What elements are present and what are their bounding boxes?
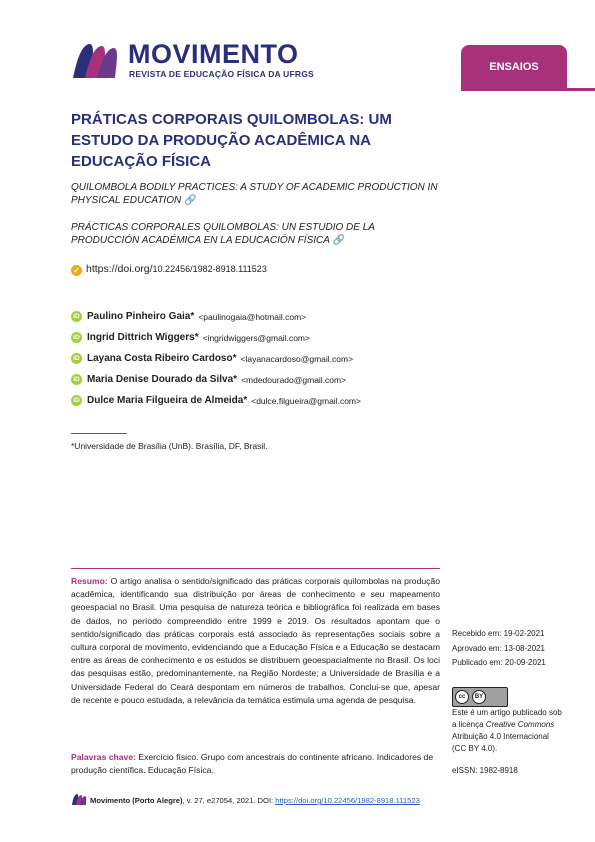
by-icon: BY xyxy=(472,690,486,704)
received-date: Recebido em: 19-02-2021 xyxy=(452,629,545,638)
doi-line[interactable] xyxy=(71,263,267,276)
orcid-icon[interactable]: iD xyxy=(71,311,82,322)
author-email[interactable]: <layanacardoso@gmail.com> xyxy=(240,353,354,364)
eissn: eISSN: 1982-8918 xyxy=(452,766,518,775)
author-name: Paulino Pinheiro Gaia* xyxy=(87,311,195,322)
movimento-logo-mark xyxy=(71,40,123,80)
abstract-label: Resumo: xyxy=(71,576,108,586)
cc-by-badge[interactable] xyxy=(452,687,508,707)
keywords-label: Palavras chave: xyxy=(71,752,136,762)
license-post: Atribuição 4.0 Internacional (CC BY 4.0). xyxy=(452,732,549,753)
publication-dates xyxy=(452,627,546,671)
article-title-es xyxy=(71,221,441,247)
author-email[interactable]: <dulce.filgueira@gmail.com> xyxy=(251,395,361,406)
footer-journal: Movimento (Porto Alegre) xyxy=(90,796,183,805)
author-item xyxy=(71,348,471,369)
author-name: Layana Costa Ribeiro Cardoso* xyxy=(87,353,237,364)
license-pre: Este é um artigo publicado sob a licença xyxy=(452,708,562,729)
author-name: Ingrid Dittrich Wiggers* xyxy=(87,332,199,343)
author-item xyxy=(71,390,471,411)
abstract-rule xyxy=(71,568,440,569)
orcid-icon[interactable]: iD xyxy=(71,395,82,406)
footer-citation xyxy=(90,796,420,805)
license-text xyxy=(452,707,562,755)
link-icon[interactable]: 🔗 xyxy=(184,195,197,206)
author-email[interactable]: <ingridwiggers@gmail.com> xyxy=(202,332,310,343)
section-divider xyxy=(461,88,595,91)
orcid-icon[interactable]: iD xyxy=(71,353,82,364)
author-name: Maria Denise Dourado da Silva* xyxy=(87,374,238,385)
article-title-pt: PRÁTICAS CORPORAIS QUILOMBOLAS: UM ESTUDO DA PRODUÇÃO ACADÊMICA NA EDUCAÇÃO FÍSICA xyxy=(71,111,392,170)
orcid-icon[interactable]: iD xyxy=(71,374,82,385)
journal-subtitle: REVISTA DE EDUCAÇÃO FÍSICA DA UFRGS xyxy=(129,69,314,79)
footer-doi-link[interactable]: https://doi.org/10.22456/1982-8918.111523 xyxy=(275,796,420,805)
author-list xyxy=(71,306,471,411)
keywords xyxy=(71,751,440,777)
title-es-text: PRÁCTICAS CORPORALES QUILOMBOLAS: UN ESTUDIO DE LA PRODUCCIÓN ACADÉMICA EN LA EDUCACIÓN FÍSICA xyxy=(71,222,375,246)
article-title-en xyxy=(71,181,441,207)
affiliation-footnote: *Universidade de Brasília (UnB). Brasília, DF, Brasil. xyxy=(71,441,268,451)
abstract xyxy=(71,575,440,707)
author-item xyxy=(71,369,471,390)
author-name: Dulce Maria Filgueira de Almeida* xyxy=(87,395,248,406)
abstract-text: O artigo analisa o sentido/significado das práticas corporais quilombolas na produção acadêmica, identificando sua distribuição por áreas de conhecimento e seu mapeamento geoespacial no Brasil. Uma pesquisa de natureza teórica e bibliográfica foi realizada em bases de dados, no período compreendido entre 1999 e 2019. Os resultados apontam que o sentido/significado das práticas corporais está associado às representações sociais sobre a cultura corporal de movimento, evidenciando que a Educação Física e a Educação se destacam entre as áreas de conhecimento e os estudos se distribuem geoespacialmente no Brasil. Os loci das pesquisas estão, predominantemente, na Região Nordeste; a Universidade de Brasília e a Universidade Federal do Ceará despontam em números de trabalhos. Conclui-se que, apesar de recente e pouco estudada, a relevância da temática estimula uma agenda de pesquisa. xyxy=(71,576,440,705)
footer-citation-text: , v. 27, e27054, 2021. DOI: xyxy=(182,796,276,805)
footnote-rule xyxy=(71,433,127,434)
doi-prefix[interactable]: https://doi.org/ xyxy=(86,263,153,275)
doi-suffix[interactable]: 10.22456/1982-8918.111523 xyxy=(152,264,267,274)
keywords-text: Exercício físico. Grupo com ancestrais do continente africano. Indicadores de produção científica. Educação Física. xyxy=(71,752,434,776)
footer-logo-mark xyxy=(71,793,87,806)
author-email[interactable]: <mdedourado@gmail.com> xyxy=(241,374,347,385)
cc-icon: cc xyxy=(455,690,469,704)
author-item xyxy=(71,306,471,327)
doi-icon: ✓ xyxy=(71,265,82,276)
author-item xyxy=(71,327,471,348)
published-date: Publicado em: 20-09-2021 xyxy=(452,658,546,667)
journal-brand: MOVIMENTO xyxy=(128,39,299,69)
approved-date: Aprovado em: 13-08-2021 xyxy=(452,643,545,653)
link-icon[interactable]: 🔗 xyxy=(332,235,346,246)
orcid-icon[interactable]: iD xyxy=(71,332,82,343)
section-tab: ENSAIOS xyxy=(461,45,567,88)
author-email[interactable]: <paulinogaia@hotmail.com> xyxy=(198,311,307,322)
license-name[interactable]: Creative Commons xyxy=(485,720,555,729)
title-en-text: QUILOMBOLA BODILY PRACTICES: A STUDY OF ACADEMIC PRODUCTION IN PHYSICAL EDUCATION xyxy=(71,182,438,206)
